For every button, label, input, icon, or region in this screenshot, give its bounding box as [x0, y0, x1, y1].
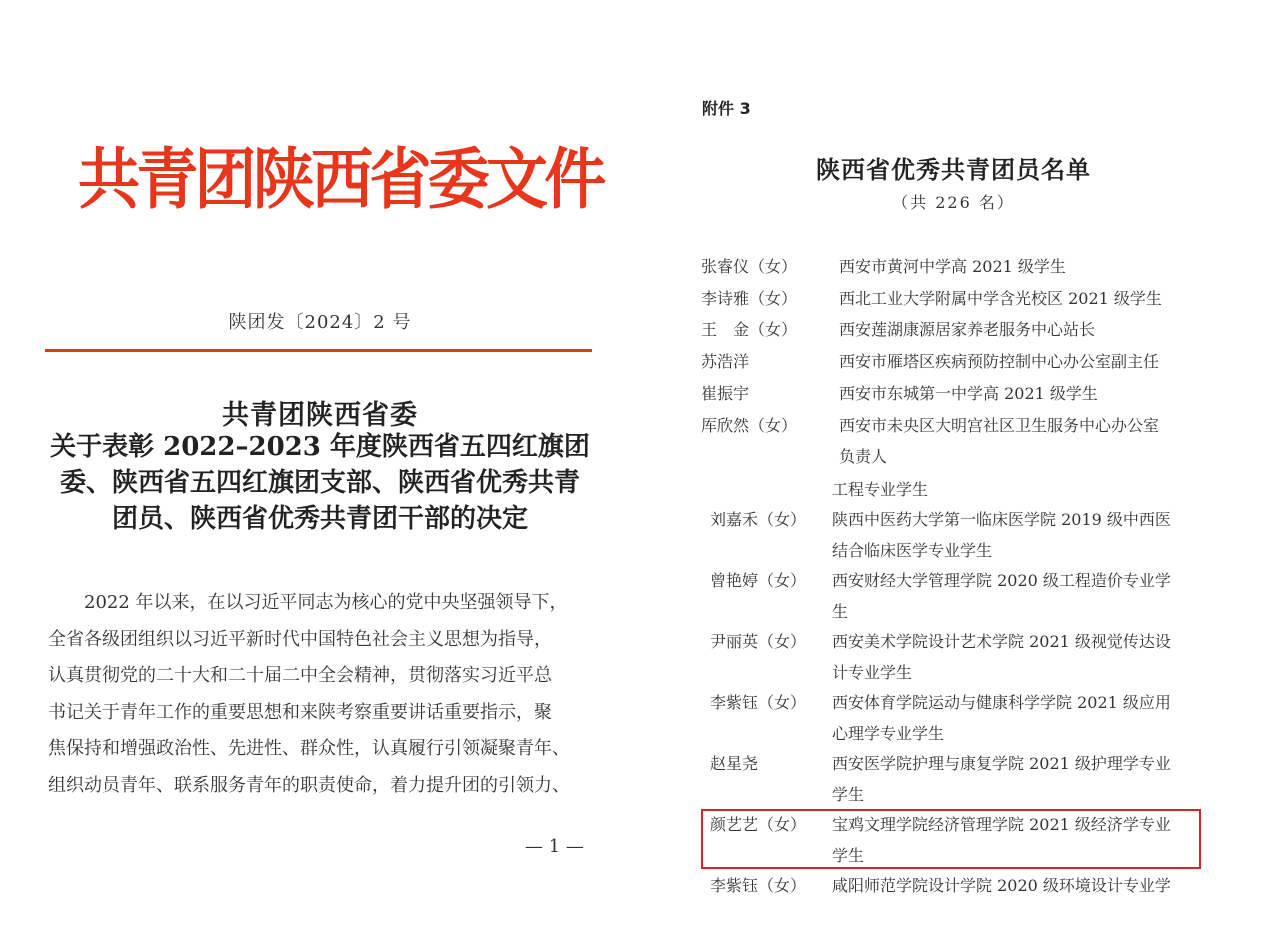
honoree-info — [839, 251, 1066, 282]
honoree-row — [710, 504, 1210, 566]
title-line: 委、陕西省五四红旗团支部、陕西省优秀共青 — [59, 468, 580, 498]
info-line: 西安莲湖康源居家养老服务中心站长 — [839, 320, 1096, 339]
page-number: — 1 — — [525, 836, 584, 857]
honoree-name: 曾艳婷（女） — [710, 571, 807, 590]
honoree-name: 李诗雅（女） — [701, 289, 798, 308]
info-line: 陕西中医药大学第一临床医学院 2019 级中西医 — [832, 510, 1171, 529]
honoree-row — [701, 251, 1211, 282]
info-line: 咸阳师范学院设计学院 2020 级环境设计专业学 — [832, 876, 1171, 895]
red-divider-rule — [45, 349, 592, 352]
info-line: 结合临床医学专业学生 — [832, 541, 993, 560]
body-line: 组织动员青年、联系服务青年的职责使命，着力提升团的引领力、 — [48, 774, 570, 796]
honoree-info — [832, 504, 1171, 566]
list-title: 陕西省优秀共青团员名单 — [816, 155, 1091, 184]
title-line: 关于表彰 2022–2023 年度陕西省五四红旗团 — [50, 432, 590, 462]
honoree-info — [839, 283, 1162, 314]
honoree-row — [710, 565, 1210, 627]
info-line: 学生 — [832, 785, 865, 804]
honoree-row — [701, 314, 1211, 345]
honoree-row — [701, 378, 1211, 409]
body-line: 焦保持和增强政治性、先进性、群众性，认真履行引领凝聚青年、 — [48, 738, 570, 759]
honoree-name: 赵星尧 — [710, 754, 759, 773]
honoree-row — [701, 346, 1211, 377]
body-line: 全省各级团组织以习近平新时代中国特色社会主义思想为指导， — [48, 628, 552, 650]
body-paragraph — [48, 585, 593, 804]
document-masthead: 共青团陕西省委文件 — [78, 141, 603, 218]
honoree-row — [710, 870, 1210, 901]
honoree-info — [832, 687, 1171, 749]
issuer-heading: 共青团陕西省委 — [222, 400, 418, 431]
info-line: 西安体育学院运动与健康科学学院 2021 级应用 — [832, 693, 1171, 712]
honoree-name: 厍欣然（女） — [701, 416, 798, 435]
highlight-box — [701, 809, 1201, 869]
info-line: 负责人 — [839, 447, 888, 466]
document-number: 陕团发〔2024〕2 号 — [228, 312, 412, 333]
honoree-name: 张睿仪（女） — [701, 257, 798, 276]
honoree-name: 刘嘉禾（女） — [710, 510, 807, 529]
body-line: 2022 年以来，在以习近平同志为核心的党中央坚强领导下， — [48, 592, 568, 613]
honoree-row — [710, 748, 1210, 810]
info-line: 生 — [832, 602, 849, 621]
honoree-name: 李紫钰（女） — [710, 876, 807, 895]
honoree-name: 苏浩洋 — [701, 352, 750, 371]
title-line: 团员、陕西省优秀共青团干部的决定 — [111, 504, 528, 534]
honoree-info — [839, 410, 1159, 472]
list-count: （共 226 名） — [892, 193, 1015, 212]
honoree-row — [710, 626, 1210, 688]
honoree-info — [832, 565, 1171, 627]
honoree-row — [710, 687, 1210, 749]
info-line: 心理学专业学生 — [832, 724, 945, 743]
attachment-label: 附件 3 — [702, 99, 751, 118]
decision-title — [45, 429, 595, 537]
info-line: 西安财经大学管理学院 2020 级工程造价专业学 — [832, 571, 1171, 590]
info-line: 西安医学院护理与康复学院 2021 级护理学专业 — [832, 754, 1171, 773]
honoree-name: 王 金（女） — [701, 320, 798, 339]
honoree-row — [701, 283, 1211, 314]
body-line: 书记关于青年工作的重要思想和来陕考察重要讲话重要指示，聚 — [48, 701, 552, 723]
info-line: 西安美术学院设计艺术学院 2021 级视觉传达设 — [832, 632, 1171, 651]
info-line: 宝鸡文理学院经济管理学院 2021 级经济学专业 — [832, 815, 1171, 834]
info-line: 西安市东城第一中学高 2021 级学生 — [839, 384, 1098, 403]
honoree-name: 李紫钰（女） — [710, 693, 807, 712]
continuation-line: 工程专业学生 — [832, 480, 929, 499]
honoree-row — [701, 410, 1211, 472]
honoree-name: 崔振宇 — [701, 384, 750, 403]
honoree-name: 尹丽英（女） — [710, 632, 807, 651]
honoree-info — [839, 378, 1098, 409]
honoree-info — [832, 748, 1171, 810]
info-line: 西安市黄河中学高 2021 级学生 — [839, 257, 1066, 276]
honoree-info — [832, 870, 1171, 901]
honoree-info — [839, 346, 1159, 377]
info-line: 西安市未央区大明宫社区卫生服务中心办公室 — [839, 416, 1160, 435]
info-line: 计专业学生 — [832, 663, 913, 682]
honoree-name: 颜艺艺（女） — [710, 815, 807, 834]
info-line: 西北工业大学附属中学含光校区 2021 级学生 — [839, 289, 1162, 308]
info-line: 西安市雁塔区疾病预防控制中心办公室副主任 — [839, 352, 1160, 371]
honoree-info — [839, 314, 1095, 345]
info-line: 学生 — [832, 846, 865, 865]
honoree-info — [832, 626, 1171, 688]
body-line: 认真贯彻党的二十大和二十届二中全会精神，贯彻落实习近平总 — [48, 665, 552, 686]
